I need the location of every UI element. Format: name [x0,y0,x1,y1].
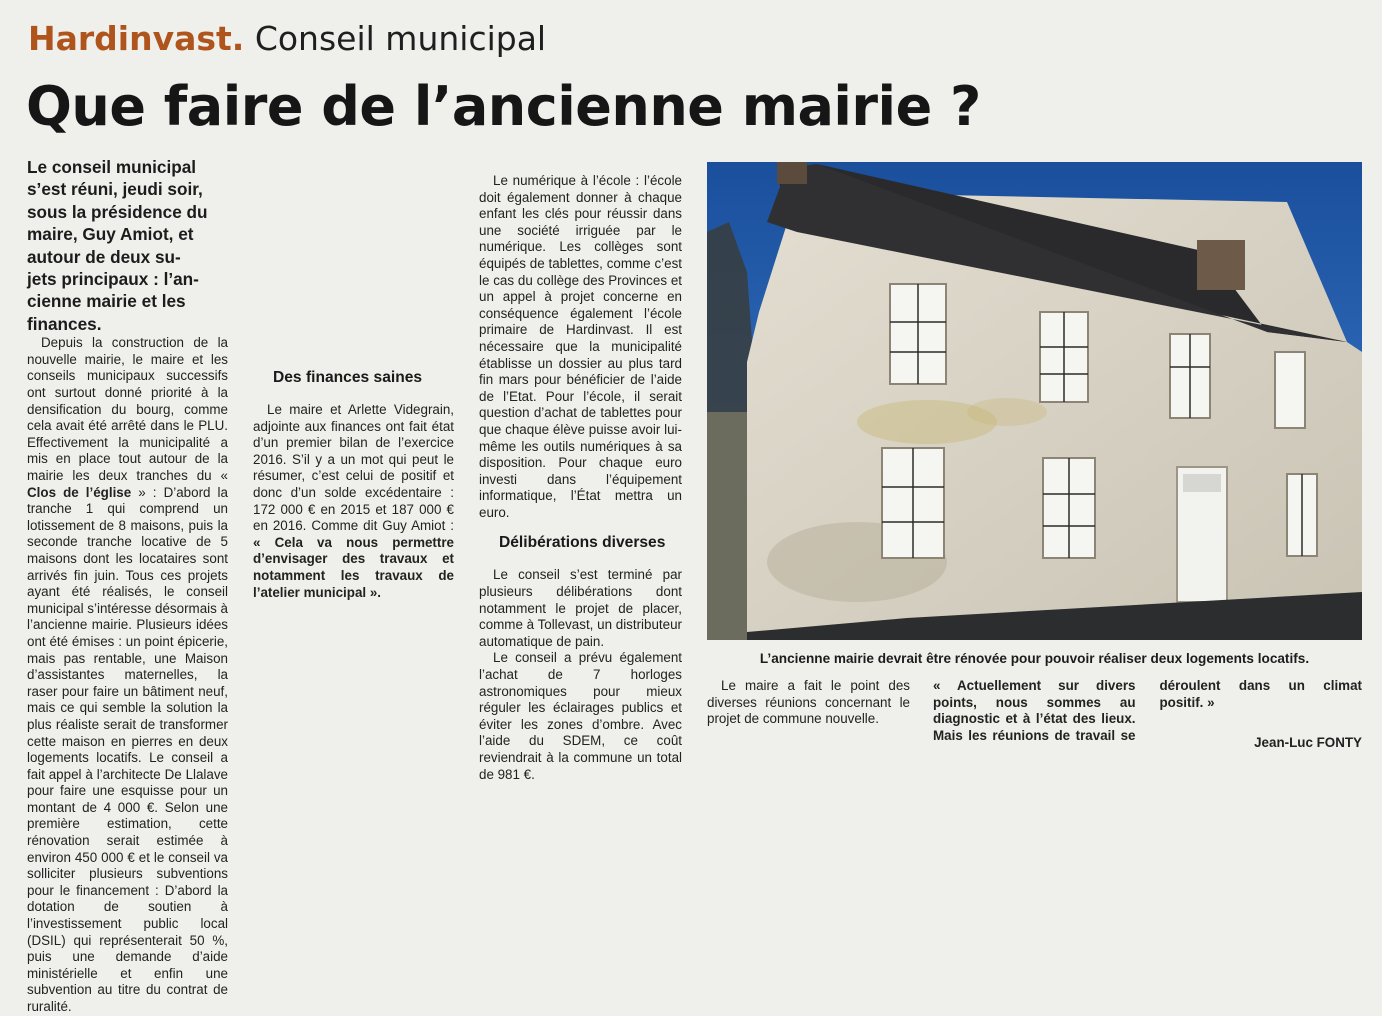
body-emphasis: Clos de l’église [27,484,132,500]
body-text: Le maire et Arlette Videgrain, adjointe aux finances ont fait état d’un premier bilan de l’exercice 2016. S’il y a un mot qui peut le résumer, c’est celui de positif et donc d’un solde excédentaire : 172 000 € en 2015 et 187 000 € en 2016. Comme dit Guy Amiot : [253,402,454,534]
subheading-finances: Des finances saines [273,369,423,386]
body-paragraph-4: Le conseil s’est terminé par plusieurs délibérations dont notamment le projet de placer, comme à Tollevast, un distributeur automatique de pain. [479,567,682,649]
lead-line: finances. [27,313,102,334]
lead-line: cienne mairie et les [27,291,186,312]
lead-line: sous la présidence du [27,201,208,222]
body-paragraph-2 [253,402,454,601]
photo-caption: L’ancienne mairie devrait être rénovée pour pouvoir réaliser deux logements locatifs. [759,651,1310,666]
lead-line: jets principaux : l’an- [27,269,199,290]
column-1 [27,156,228,1016]
closing-quote: « Actuellement sur divers points, nous sommes au diagnostic et à l’état des lieux. Mais les réunions de travail se déroulent dans un climat positif. » [933,678,1362,743]
body-text: » : D’abord la tranche 1 qui comprend un lotissement de 8 maisons, puis la seconde tranche locative de 5 maisons dont les locataires sont arrivés fin juin. Tous ces projets ayant été réalisés, le conseil municipal s’intéresse désormais à l’ancienne mairie. Plusieurs idées ont été émises : un point épicerie, mais pas rentable, une Maison d’assistantes maternelles, la raser pour faire un bâtiment neuf, mais ce qui semble la solution la plus réaliste serait de transformer cette maison en pierres en deux logements locatifs. Le conseil a fait appel à l’architecte De Llalave pour faire une esquisse pour un montant de 4 000 €. Selon une première estimation, cette rénovation serait estimée à environ 450 000 € et le conseil va solliciter plusieurs subventions pour le financement : D’abord la dotation de soutien à l’investissement public local (DSIL) qui représenterait 50 %, puis une demande d’aide ministérielle et enfin une subvention au titre du contrat de ruralité. [27,484,228,1014]
column-2 [253,156,454,601]
body-paragraph-5: Le conseil a prévu également l’achat de 7 horloges astronomiques pour mieux réguler les éclairages publics et éviter les zones d’ombre. Avec l’aide du SDEM, ce coût reviendrait à la commune un total de 981 €. [479,650,682,782]
photo-old-town-hall [707,162,1362,640]
lead-line: s’est réuni, jeudi soir, [27,179,203,200]
body-paragraph-3: Le numérique à l’école : l’école doit également donner à chaque enfant les clés pour réussir dans une société irriguée par le numérique. Les collèges sont équipés de tablettes, comme c’est le cas du collège des Provinces et un appel à projet concerne en conséquence également l’école primaire de Hardinvast. Il est nécessaire que la municipalité établisse un dossier au plus tard fin mars pour bénéficier de l’aide de l’Etat. Pour l’école, il serait question d’achat de tablettes pour que chaque élève puisse avoir lui-même les outils numériques à sa disposition. Pour chaque euro investi dans l’équipement informatique, l’État mettra un euro. [479,173,682,520]
column-3 [479,156,682,783]
lead-line: autour de deux su- [27,246,181,267]
body-paragraph-1 [27,335,228,1015]
column-4 [707,678,910,728]
lead-line: Le conseil municipal [27,157,197,177]
lead-paragraph [27,156,228,335]
column-5 [933,678,1362,752]
kicker [28,18,546,60]
body-emphasis: « Cela va nous permettre d’envisager des travaux et notamment les travaux de l’atelier municipal ». [253,534,454,600]
body-text: Depuis la construction de la nouvelle mairie, le maire et les conseils municipaux successifs ont surtout donné priorité à la densification du bourg, comme cela avait été arrêté dans le PLU. Effectivement la municipalité a mis en place tout autour de la mairie les deux tranches du « [27,335,228,483]
kicker-place: Hardinvast. [28,19,245,58]
body-paragraph-6: Le maire a fait le point des diverses réunions concernant le projet de commune nouvelle. [707,678,910,727]
headline: Que faire de l’ancienne mairie ? [26,75,981,138]
town-hall-illustration [707,162,1362,640]
subheading-deliberations: Délibérations diverses [499,534,666,552]
kicker-topic: Conseil municipal [254,19,547,58]
lead-line: maire, Guy Amiot, et [27,224,194,245]
author-byline: Jean-Luc FONTY [1254,735,1362,751]
